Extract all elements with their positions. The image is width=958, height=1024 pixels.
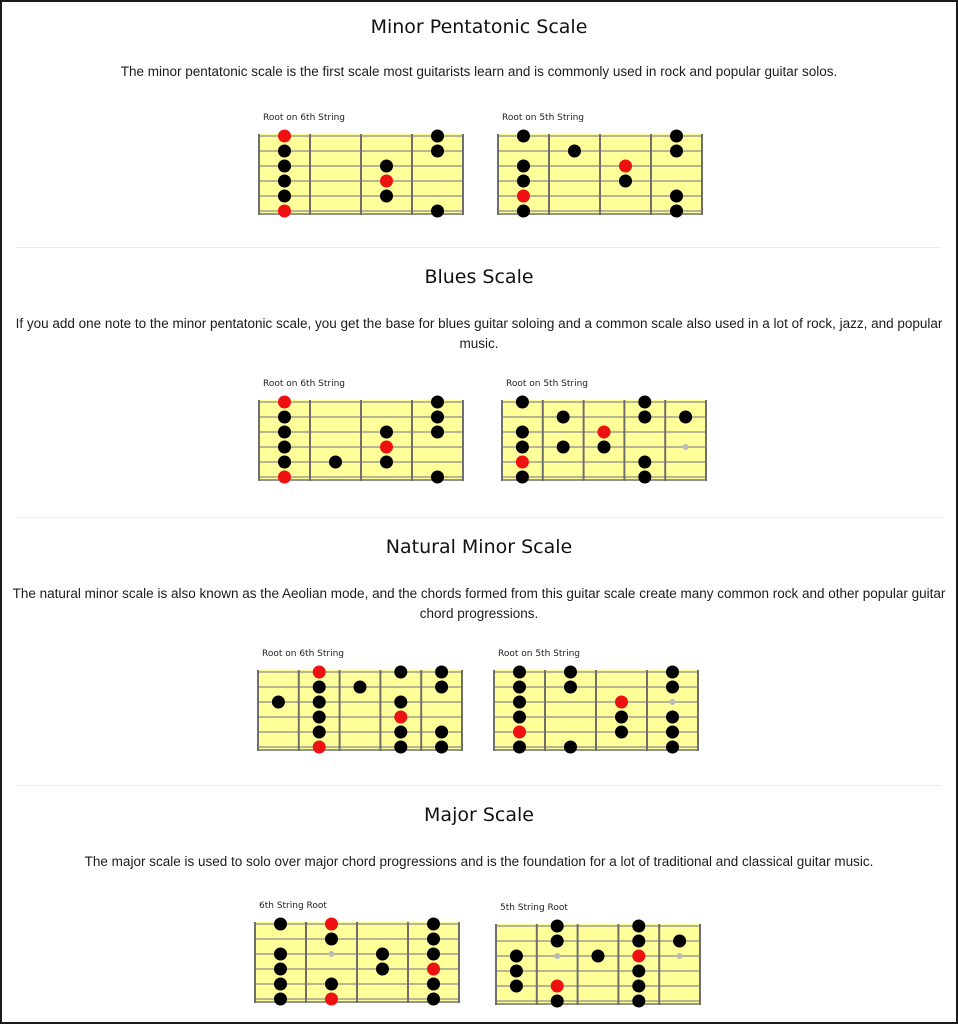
muted-note-dot [683, 444, 689, 450]
section-title: Major Scale [424, 804, 534, 826]
scale-note-dot [272, 696, 285, 709]
scale-note-dot [592, 950, 605, 963]
scale-diagram-root-6th-string [257, 108, 465, 223]
scale-note-dot [278, 411, 291, 424]
scale-note-dot [274, 978, 287, 991]
muted-note-dot [554, 953, 560, 959]
root-note-dot [394, 711, 407, 724]
root-note-dot [278, 130, 291, 143]
scale-note-dot [431, 130, 444, 143]
scale-note-dot [632, 980, 645, 993]
scale-note-dot [632, 965, 645, 978]
diagram-caption: Root on 6th String [262, 649, 345, 659]
scale-note-dot [598, 441, 611, 454]
scale-note-dot [513, 711, 526, 724]
scale-note-dot [380, 160, 393, 173]
scale-note-dot [513, 741, 526, 754]
scale-note-dot [313, 711, 326, 724]
scale-note-dot [564, 741, 577, 754]
root-note-dot [427, 963, 440, 976]
scale-note-dot [679, 411, 692, 424]
scale-note-dot [673, 935, 686, 948]
scale-note-dot [510, 950, 523, 963]
scale-note-dot [278, 190, 291, 203]
scale-note-dot [313, 726, 326, 739]
scale-diagram-5th-string-root [494, 898, 702, 1013]
scale-note-dot [431, 396, 444, 409]
scale-note-dot [513, 681, 526, 694]
fretboard-svg [257, 108, 465, 223]
scale-note-dot [431, 145, 444, 158]
scale-note-dot [564, 681, 577, 694]
scale-note-dot [638, 456, 651, 469]
scale-note-dot [632, 935, 645, 948]
scale-note-dot [670, 130, 683, 143]
root-note-dot [313, 741, 326, 754]
diagram-caption: Root on 6th String [263, 379, 346, 389]
scale-note-dot [435, 666, 448, 679]
root-note-dot [615, 696, 628, 709]
root-note-dot [598, 426, 611, 439]
scale-note-dot [615, 726, 628, 739]
root-note-dot [278, 396, 291, 409]
scale-note-dot [427, 933, 440, 946]
muted-note-dot [329, 951, 335, 957]
muted-note-dot [670, 699, 676, 705]
scale-note-dot [517, 130, 530, 143]
scale-note-dot [564, 666, 577, 679]
scale-note-dot [670, 205, 683, 218]
root-note-dot [516, 456, 529, 469]
fretboard-background [496, 924, 700, 1003]
scale-note-dot [510, 965, 523, 978]
root-note-dot [278, 205, 291, 218]
scale-note-dot [670, 190, 683, 203]
scale-note-dot [431, 471, 444, 484]
root-note-dot [551, 980, 564, 993]
scale-note-dot [517, 160, 530, 173]
diagram-caption: Root on 5th String [502, 113, 585, 123]
root-note-dot [513, 726, 526, 739]
scale-note-dot [557, 411, 570, 424]
scale-note-dot [513, 696, 526, 709]
fretboard-svg [492, 644, 700, 759]
scale-note-dot [431, 205, 444, 218]
scale-note-dot [638, 411, 651, 424]
scale-diagram-root-5th-string [492, 644, 700, 759]
scale-note-dot [568, 145, 581, 158]
scale-diagram-root-5th-string [496, 108, 704, 223]
scale-note-dot [394, 741, 407, 754]
scale-note-dot [638, 471, 651, 484]
scale-note-dot [666, 666, 679, 679]
scale-note-dot [551, 920, 564, 933]
root-note-dot [380, 441, 393, 454]
scale-note-dot [615, 711, 628, 724]
fretboard-svg [494, 898, 702, 1013]
scale-note-dot [666, 726, 679, 739]
diagram-caption: Root on 5th String [506, 379, 589, 389]
scale-diagram-root-5th-string [500, 374, 708, 489]
fretboard-svg [496, 108, 704, 223]
scale-note-dot [376, 963, 389, 976]
diagram-caption: 6th String Root [259, 901, 327, 911]
scale-note-dot [517, 205, 530, 218]
scale-note-dot [666, 741, 679, 754]
fretboard-svg [256, 644, 464, 759]
scale-note-dot [394, 726, 407, 739]
diagram-caption: 5th String Root [500, 903, 568, 913]
section-minor-pentatonic [2, 2, 956, 248]
scale-note-dot [619, 175, 632, 188]
scale-note-dot [380, 190, 393, 203]
scale-note-dot [278, 426, 291, 439]
scale-note-dot [325, 933, 338, 946]
muted-note-dot [677, 953, 683, 959]
scale-note-dot [632, 995, 645, 1008]
scale-note-dot [427, 918, 440, 931]
scale-diagram-6th-string-root [253, 896, 461, 1011]
scale-note-dot [394, 696, 407, 709]
section-description: If you add one note to the minor pentatonic scale, you get the base for blues guitar soloing and a common scale also used in a lot of rock, jazz, and popular music. [15, 316, 943, 351]
scale-note-dot [517, 175, 530, 188]
scale-note-dot [354, 681, 367, 694]
scale-note-dot [313, 696, 326, 709]
scale-note-dot [278, 145, 291, 158]
scale-note-dot [394, 666, 407, 679]
scale-note-dot [638, 396, 651, 409]
section-blues [2, 248, 956, 518]
fretboard-svg [257, 374, 465, 489]
root-note-dot [278, 471, 291, 484]
scale-note-dot [278, 441, 291, 454]
scale-note-dot [516, 426, 529, 439]
scale-note-dot [431, 411, 444, 424]
fretboard-background [502, 400, 706, 479]
fretboard-svg [253, 896, 461, 1011]
scale-note-dot [513, 666, 526, 679]
scale-note-dot [380, 426, 393, 439]
section-title: Blues Scale [424, 266, 534, 288]
root-note-dot [380, 175, 393, 188]
scale-note-dot [278, 175, 291, 188]
scale-note-dot [516, 396, 529, 409]
section-description: The minor pentatonic scale is the first scale most guitarists learn and is commonly used in rock and popular guitar solos. [120, 64, 838, 79]
scale-note-dot [274, 948, 287, 961]
scale-note-dot [516, 471, 529, 484]
scale-note-dot [551, 935, 564, 948]
section-description: The natural minor scale is also known as the Aeolian mode, and the chords formed from this guitar scale create many common rock and other popular guitar chord progressions. [12, 586, 946, 621]
scale-note-dot [431, 426, 444, 439]
scale-note-dot [274, 963, 287, 976]
scale-note-dot [274, 918, 287, 931]
scale-note-dot [278, 456, 291, 469]
scale-note-dot [325, 978, 338, 991]
scale-note-dot [551, 995, 564, 1008]
scale-note-dot [516, 441, 529, 454]
scale-note-dot [427, 948, 440, 961]
diagram-caption: Root on 5th String [498, 649, 581, 659]
scale-diagram-root-6th-string [257, 374, 465, 489]
scale-note-dot [435, 741, 448, 754]
scale-note-dot [666, 681, 679, 694]
section-title: Natural Minor Scale [385, 536, 573, 558]
root-note-dot [632, 950, 645, 963]
scale-note-dot [380, 456, 393, 469]
scale-note-dot [632, 920, 645, 933]
diagram-caption: Root on 6th String [263, 113, 346, 123]
scale-note-dot [557, 441, 570, 454]
scale-note-dot [376, 948, 389, 961]
root-note-dot [517, 190, 530, 203]
section-major [2, 786, 956, 1024]
section-natural-minor [2, 518, 956, 786]
scale-note-dot [435, 681, 448, 694]
root-note-dot [619, 160, 632, 173]
scale-note-dot [670, 145, 683, 158]
root-note-dot [325, 993, 338, 1006]
scale-note-dot [278, 160, 291, 173]
scale-note-dot [666, 711, 679, 724]
scale-note-dot [427, 993, 440, 1006]
scale-note-dot [313, 681, 326, 694]
section-description: The major scale is used to solo over major chord progressions and is the foundation for a lot of traditional and classical guitar music. [84, 854, 874, 869]
fretboard-svg [500, 374, 708, 489]
scale-note-dot [435, 726, 448, 739]
scale-note-dot [427, 978, 440, 991]
scale-note-dot [510, 980, 523, 993]
section-title: Minor Pentatonic Scale [370, 16, 588, 38]
root-note-dot [325, 918, 338, 931]
scale-note-dot [329, 456, 342, 469]
scale-diagram-root-6th-string [256, 644, 464, 759]
root-note-dot [313, 666, 326, 679]
scale-note-dot [274, 993, 287, 1006]
